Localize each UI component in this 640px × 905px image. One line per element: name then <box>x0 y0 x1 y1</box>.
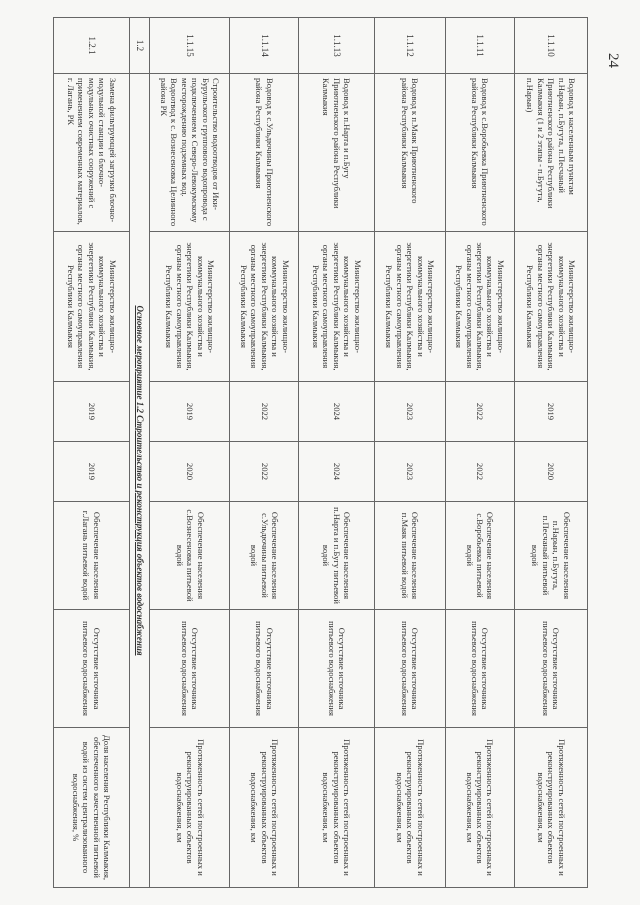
start-year: 2019 <box>150 382 230 442</box>
section-title: Основное мероприятие 1.2 Строительство и реконструкция объектов водоснабжения <box>129 74 150 888</box>
end-year: 2019 <box>54 442 130 502</box>
table-row <box>299 18 375 888</box>
indicator: Протяженность сетей построенных и реконструированных объектов водоснабжения, км <box>299 728 375 888</box>
executor: Министерство жилищно-коммунального хозяйства и энергетики Республики Калмыкия, органы местного самоуправления Республики Калмыкия <box>514 232 587 382</box>
executor: Министерство жилищно-коммунального хозяйства и энергетики Республики Калмыкия, органы местного самоуправления Республики Калмыкия <box>299 232 375 382</box>
indicator: Доля населения Республики Калмыкия, обеспеченного качественной питьевой водой из систем централизованного водоснабжения, % <box>54 728 130 888</box>
measure-name: Строительство водоотводов от Ики-Бурульского группового водопровода с подключением к Северо-Левокумскому месторождению подземных вод. Водоотвод к с. Вознесеновка Целинного района РК <box>150 74 230 232</box>
measure-name: Водовод к с.Ульдючины Приютненского района Республики Калмыкия <box>230 74 299 232</box>
indicator: Протяженность сетей построенных и реконструированных объектов водоснабжения, км <box>230 728 299 888</box>
executor: Министерство жилищно-коммунального хозяйства и энергетики Республики Калмыкия, органы местного самоуправления Республики Калмыкия <box>150 232 230 382</box>
section-row <box>129 18 150 888</box>
page-number: 24 <box>605 53 621 68</box>
consequence: Отсутствие источника питьевого водоснабжения <box>514 610 587 728</box>
row-number: 1.2 <box>129 18 150 74</box>
consequence: Отсутствие источника питьевого водоснабжения <box>54 610 130 728</box>
expected-result: Обеспечение населения п.Нарта и п.Бугу питьевой водой <box>299 502 375 610</box>
start-year: 2023 <box>374 382 445 442</box>
row-number: 1.1.12 <box>374 18 445 74</box>
indicator: Протяженность сетей построенных и реконструированных объектов водоснабжения, км <box>150 728 230 888</box>
consequence: Отсутствие источника питьевого водоснабжения <box>374 610 445 728</box>
end-year: 2020 <box>514 442 587 502</box>
executor: Министерство жилищно-коммунального хозяйства и энергетики Республики Калмыкия, органы местного самоуправления Республики Калмыкия <box>54 232 130 382</box>
measures-table <box>53 17 588 888</box>
table-row <box>445 18 514 888</box>
end-year: 2022 <box>445 442 514 502</box>
table-row <box>54 18 130 888</box>
expected-result: Обеспечение населения с.Вознесеновка питьевой водой <box>150 502 230 610</box>
start-year: 2022 <box>230 382 299 442</box>
expected-result: Обеспечение населения п.Маяк питьевой водой <box>374 502 445 610</box>
executor: Министерство жилищно-коммунального хозяйства и энергетики Республики Калмыкия, органы местного самоуправления Республики Калмыкия <box>230 232 299 382</box>
start-year: 2019 <box>514 382 587 442</box>
start-year: 2019 <box>54 382 130 442</box>
end-year: 2023 <box>374 442 445 502</box>
start-year: 2024 <box>299 382 375 442</box>
row-number: 1.1.15 <box>150 18 230 74</box>
row-number: 1.1.13 <box>299 18 375 74</box>
start-year: 2022 <box>445 382 514 442</box>
measure-name: Водовод к п.Маяк Приютненского района Республики Калмыкия <box>374 74 445 232</box>
table-row <box>514 18 587 888</box>
executor: Министерство жилищно-коммунального хозяйства и энергетики Республики Калмыкия, органы местного самоуправления Республики Калмыкия <box>374 232 445 382</box>
row-number: 1.1.11 <box>445 18 514 74</box>
expected-result: Обеспечение населения с.Воробьевка питьевой водой <box>445 502 514 610</box>
measure-name: Водовод к с.Воробьевка Приютненского района Республики Калмыкия <box>445 74 514 232</box>
indicator: Протяженность сетей построенных и реконструированных объектов водоснабжения, км <box>514 728 587 888</box>
indicator: Протяженность сетей построенных и реконструированных объектов водоснабжения, км <box>374 728 445 888</box>
row-number: 1.2.1 <box>54 18 130 74</box>
table-body <box>54 18 588 888</box>
consequence: Отсутствие источника питьевого водоснабжения <box>150 610 230 728</box>
expected-result: Обеспечение населения п.Нарын, п.Бугута, п.Песчаный питьевой водой <box>514 502 587 610</box>
table-row <box>150 18 230 888</box>
measure-name: Замена фильтрующей загрузки блочно-модульной станции и блочно-модульных очистных сооружений с применением современных материалов, г. Лагань, РК <box>54 74 130 232</box>
end-year: 2022 <box>230 442 299 502</box>
end-year: 2024 <box>299 442 375 502</box>
row-number: 1.1.10 <box>514 18 587 74</box>
consequence: Отсутствие источника питьевого водоснабжения <box>445 610 514 728</box>
table-row <box>230 18 299 888</box>
executor: Министерство жилищно-коммунального хозяйства и энергетики Республики Калмыкия, органы местного самоуправления Республики Калмыкия <box>445 232 514 382</box>
expected-result: Обеспечение населения с.Ульдючины питьевой водой <box>230 502 299 610</box>
indicator: Протяженность сетей построенных и реконструированных объектов водоснабжения, км <box>445 728 514 888</box>
expected-result: Обеспечение населения г.Лагань питьевой водой <box>54 502 130 610</box>
consequence: Отсутствие источника питьевого водоснабжения <box>230 610 299 728</box>
measure-name: Водовод к населенным пунктам п.Нарын, п.Бугута, п.Песчаный Приютненского района Республики Калмыкия (1 и 2 этапы - п.Бугута, п.Нарын) <box>514 74 587 232</box>
measure-name: Водовод к п.Нарта и п.Бугу Приютненского района Республики Калмыкия <box>299 74 375 232</box>
consequence: Отсутствие источника питьевого водоснабжения <box>299 610 375 728</box>
end-year: 2020 <box>150 442 230 502</box>
row-number: 1.1.14 <box>230 18 299 74</box>
rotated-table-wrapper <box>53 17 588 887</box>
table-row <box>374 18 445 888</box>
